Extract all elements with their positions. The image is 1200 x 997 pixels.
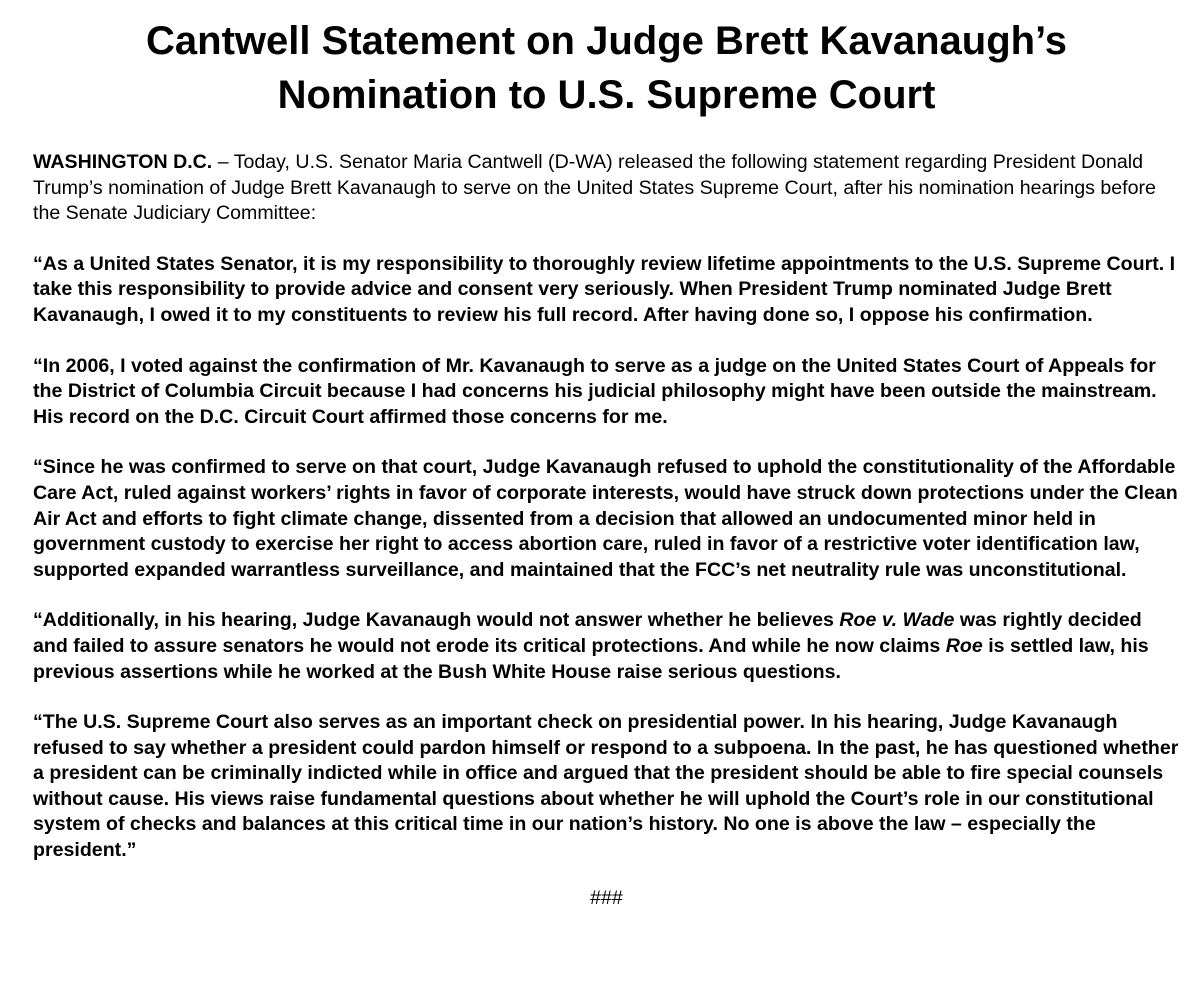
dateline: WASHINGTON D.C.: [33, 151, 213, 173]
quote-paragraph-3: “Since he was confirmed to serve on that court, Judge Kavanaugh refused to uphold the constitutionality of the Affordable Care Act, ruled against workers’ rights in favor of corporate interests, would have struck down protections under the Clean Air Act and efforts to fight climate change, dissented from a decision that allowed an undocumented minor held in government custody to exercise her right to access abortion care, ruled in favor of a restrictive voter identification law, supported expanded warrantless surveillance, and maintained that the FCC’s net neutrality rule was unconstitutional.: [33, 456, 1178, 581]
quote-paragraph-4: [33, 608, 1180, 685]
quote-4-part-3: is settled law, his previous assertions while he worked at the Bush White House raise serious questions.: [33, 634, 1149, 683]
case-name-roe-v-wade: Roe v. Wade: [839, 609, 955, 632]
quote-paragraph-5: “The U.S. Supreme Court also serves as an important check on presidential power. In his hearing, Judge Kavanaugh refused to say whether a president could pardon himself or respond to a subpoena. In the past, he has questioned whether a president can be criminally indicted while in office and argued that the president should be able to fire special counsels without cause. His views raise fundamental questions about whether he will uphold the Court’s role in our constitutional system of checks and balances at this critical time in our nation’s history. No one is above the law – especially the president.”: [33, 711, 1179, 862]
case-name-roe: Roe: [945, 634, 983, 657]
quote-paragraph-2: “In 2006, I voted against the confirmation of Mr. Kavanaugh to serve as a judge on the United States Court of Appeals for the District of Columbia Circuit because I had concerns his judicial philosophy might have been outside the mainstream. His record on the D.C. Circuit Court affirmed those concerns for me.: [33, 354, 1157, 428]
end-mark: ###: [590, 886, 623, 909]
quote-paragraph-1: “As a United States Senator, it is my responsibility to thoroughly review lifetime appointments to the U.S. Supreme Court. I take this responsibility to provide advice and consent very seriously. When President Trump nominated Judge Brett Kavanaugh, I owed it to my constituents to review his full record. After having done so, I oppose his confirmation.: [33, 252, 1176, 326]
quote-4-part-2: was rightly decided and failed to assure senators he would not erode its critical protections. And while he now claims: [33, 609, 1142, 657]
title-line-2: Nomination to U.S. Supreme Court: [277, 73, 936, 117]
lede-text: – Today, U.S. Senator Maria Cantwell (D-WA) released the following statement regarding President Donald Trump’s nomination of Judge Brett Kavanaugh to serve on the United States Supreme Court, after his nomination hearings before the Senate Judiciary Committee:: [33, 151, 1156, 225]
quote-4-part-1: “Additionally, in his hearing, Judge Kavanaugh would not answer whether he believes: [33, 609, 840, 632]
lede-paragraph: [33, 150, 1180, 227]
title-line-1: Cantwell Statement on Judge Brett Kavanaugh’s: [146, 19, 1067, 63]
page-title: [33, 14, 1180, 122]
